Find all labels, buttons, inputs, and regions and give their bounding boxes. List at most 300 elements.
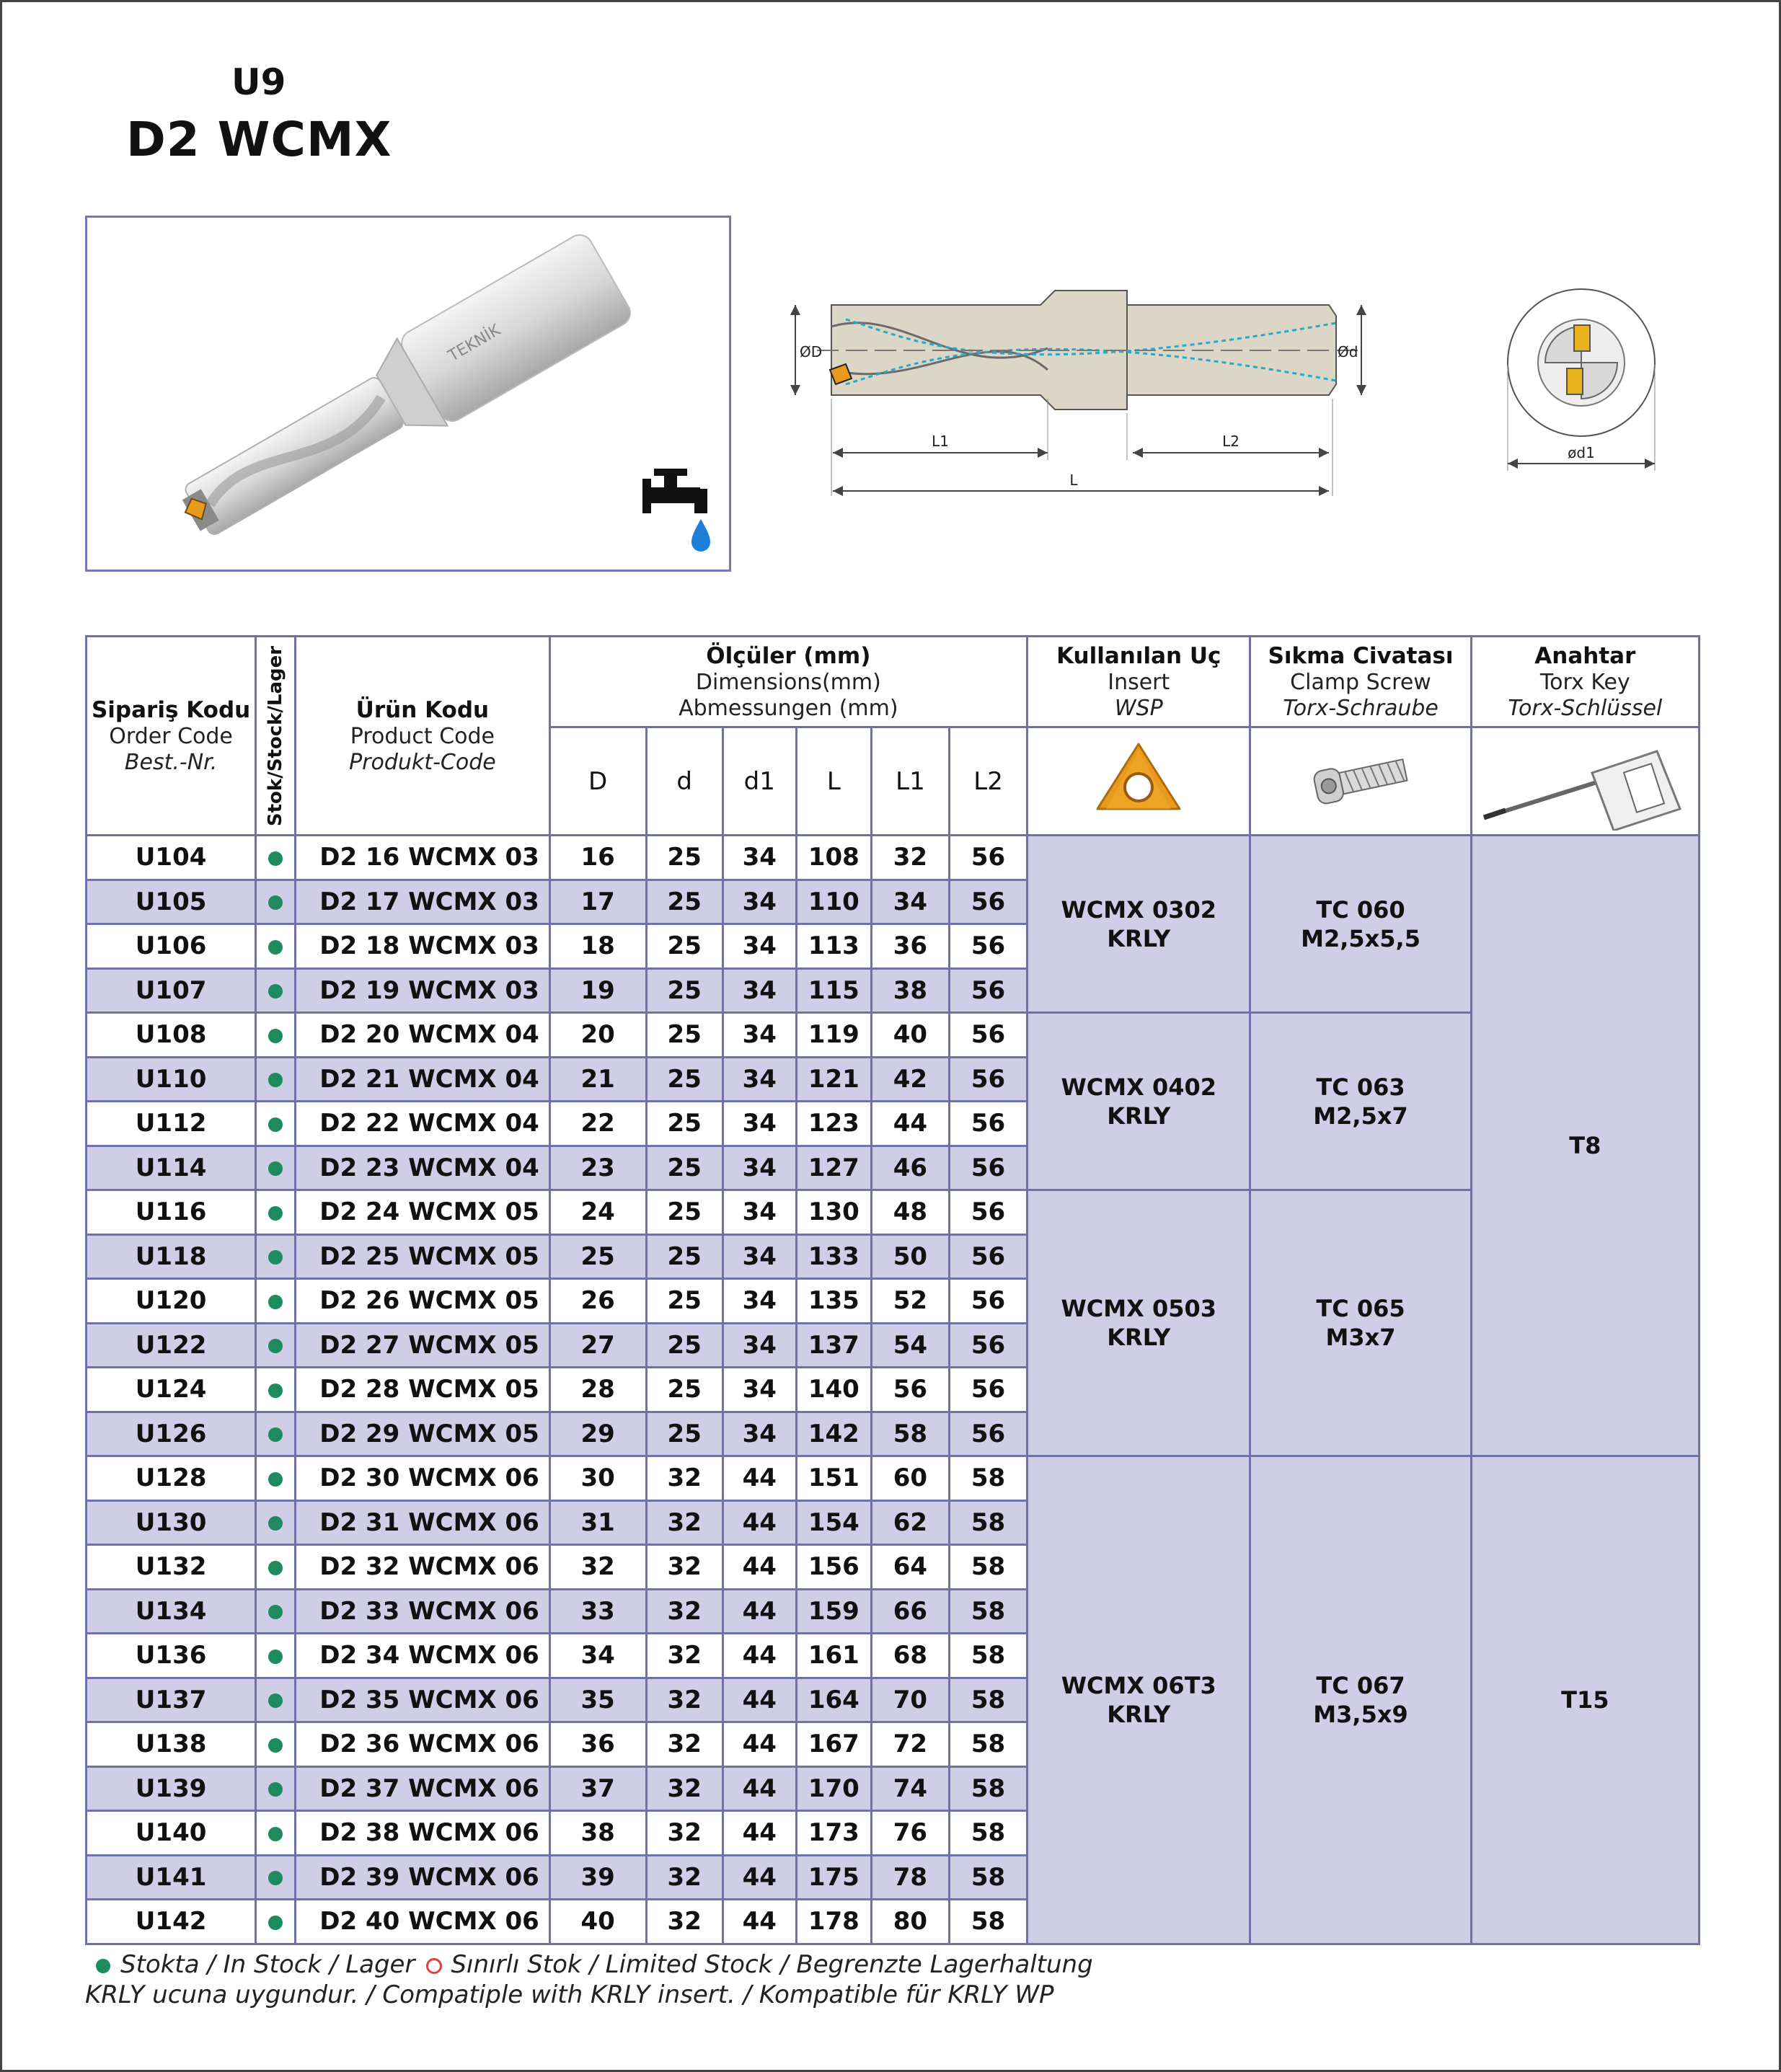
dim-L-cell: 119 bbox=[796, 1013, 871, 1058]
product-code-cell: D2 20 WCMX 04 bbox=[296, 1013, 549, 1058]
insert-group-cell bbox=[1028, 1456, 1250, 1944]
stock-cell bbox=[256, 1678, 296, 1722]
insert-grade: KRLY bbox=[1107, 1700, 1171, 1728]
key-image-cell bbox=[1471, 727, 1699, 836]
dim-L-cell: 142 bbox=[796, 1412, 871, 1456]
dim-d-cell: 25 bbox=[646, 836, 722, 880]
dim-d-cell: 32 bbox=[646, 1722, 722, 1767]
dim-d-cell: 32 bbox=[646, 1500, 722, 1545]
screw-header-tr: Sıkma Civatası bbox=[1268, 642, 1454, 669]
dim-d1-cell: 44 bbox=[722, 1900, 796, 1944]
order-code-header-en: Order Code bbox=[109, 723, 233, 749]
dim-D-cell: 40 bbox=[549, 1900, 646, 1944]
in-stock-dot-icon bbox=[268, 895, 283, 910]
dimensions-header-tr: Ölçüler (mm) bbox=[706, 642, 871, 669]
in-stock-dot-icon bbox=[268, 1427, 283, 1442]
dim-D-cell: 26 bbox=[549, 1279, 646, 1324]
photo-brand-text: TEKNİK bbox=[445, 321, 504, 366]
stock-cell bbox=[256, 1013, 296, 1058]
dim-d-cell: 25 bbox=[646, 1190, 722, 1235]
dim-L1-cell: 40 bbox=[871, 1013, 949, 1058]
in-stock-dot-icon bbox=[268, 1339, 283, 1353]
dim-L1-cell: 70 bbox=[871, 1678, 949, 1722]
dim-d1-cell: 34 bbox=[722, 1102, 796, 1146]
product-code-header-de: Produkt-Code bbox=[349, 749, 496, 775]
order-code-header-de: Best.-Nr. bbox=[124, 749, 218, 775]
dim-D-cell: 38 bbox=[549, 1811, 646, 1856]
dim-d1-cell: 34 bbox=[722, 968, 796, 1013]
dim-d-cell: 32 bbox=[646, 1811, 722, 1856]
dim-D-cell: 20 bbox=[549, 1013, 646, 1058]
product-photo bbox=[85, 216, 731, 572]
in-stock-dot-icon bbox=[96, 1959, 110, 1973]
insert-grade: KRLY bbox=[1107, 1324, 1171, 1351]
stock-cell bbox=[256, 1900, 296, 1944]
dim-L1-cell: 80 bbox=[871, 1900, 949, 1944]
order-code-cell: U110 bbox=[87, 1057, 256, 1102]
insert-header bbox=[1028, 637, 1250, 727]
dimensions-header-en: Dimensions(mm) bbox=[695, 669, 881, 695]
in-stock-dot-icon bbox=[268, 1650, 283, 1664]
label-L1: L1 bbox=[932, 433, 949, 450]
dim-D-cell: 29 bbox=[549, 1412, 646, 1456]
dim-L-cell: 151 bbox=[796, 1456, 871, 1501]
dim-d1-cell: 34 bbox=[722, 1057, 796, 1102]
insert-group-cell bbox=[1028, 1190, 1250, 1456]
dim-D-header: D bbox=[549, 727, 646, 836]
insert-grade: KRLY bbox=[1107, 1102, 1171, 1130]
stock-cell bbox=[256, 836, 296, 880]
insert-group-cell bbox=[1028, 836, 1250, 1013]
dim-d-cell: 25 bbox=[646, 1323, 722, 1368]
in-stock-dot-icon bbox=[268, 1472, 283, 1487]
product-code-cell: D2 30 WCMX 06 bbox=[296, 1456, 549, 1501]
dim-D-cell: 27 bbox=[549, 1323, 646, 1368]
stock-cell bbox=[256, 1456, 296, 1501]
dimensions-header-de: Abmessungen (mm) bbox=[679, 695, 898, 721]
dim-d1-cell: 34 bbox=[722, 1190, 796, 1235]
dim-d-cell: 25 bbox=[646, 968, 722, 1013]
dim-d-cell: 32 bbox=[646, 1545, 722, 1590]
screw-size: M2,5x5,5 bbox=[1301, 924, 1420, 952]
in-stock-dot-icon bbox=[268, 1206, 283, 1221]
dim-L1-header: L1 bbox=[871, 727, 949, 836]
dim-L1-cell: 52 bbox=[871, 1279, 949, 1324]
dim-d1-cell: 44 bbox=[722, 1545, 796, 1590]
order-code-cell: U128 bbox=[87, 1456, 256, 1501]
limited-stock-legend-text: Sınırlı Stok / Limited Stock / Begrenzte Lagerhaltung bbox=[451, 1950, 1093, 1979]
dim-L2-cell: 56 bbox=[949, 1279, 1027, 1324]
dim-D-cell: 28 bbox=[549, 1368, 646, 1412]
product-code-cell: D2 35 WCMX 06 bbox=[296, 1678, 549, 1722]
screw-group-cell bbox=[1250, 1013, 1471, 1190]
order-code-cell: U112 bbox=[87, 1102, 256, 1146]
product-code-cell: D2 19 WCMX 03 bbox=[296, 968, 549, 1013]
dim-d1-cell: 34 bbox=[722, 1234, 796, 1279]
order-code-cell: U136 bbox=[87, 1634, 256, 1678]
dim-L1-cell: 50 bbox=[871, 1234, 949, 1279]
dim-L2-cell: 56 bbox=[949, 1057, 1027, 1102]
order-code-cell: U126 bbox=[87, 1412, 256, 1456]
in-stock-dot-icon bbox=[268, 940, 283, 955]
product-code-header-en: Product Code bbox=[350, 723, 495, 749]
dim-L-cell: 170 bbox=[796, 1766, 871, 1811]
dim-L1-cell: 62 bbox=[871, 1500, 949, 1545]
dim-L2-cell: 56 bbox=[949, 1190, 1027, 1235]
coolant-icon bbox=[642, 469, 710, 552]
stock-cell bbox=[256, 1323, 296, 1368]
dim-d-cell: 25 bbox=[646, 1102, 722, 1146]
dim-L1-cell: 78 bbox=[871, 1855, 949, 1900]
order-code-cell: U124 bbox=[87, 1368, 256, 1412]
order-code-cell: U106 bbox=[87, 924, 256, 969]
in-stock-dot-icon bbox=[268, 1871, 283, 1885]
order-code-cell: U108 bbox=[87, 1013, 256, 1058]
label-L: L bbox=[1069, 471, 1078, 489]
dim-L-cell: 175 bbox=[796, 1855, 871, 1900]
stock-header-label: Stok/Stock/Lager bbox=[265, 645, 287, 826]
dim-L1-cell: 74 bbox=[871, 1766, 949, 1811]
product-code-cell: D2 34 WCMX 06 bbox=[296, 1634, 549, 1678]
product-code-cell: D2 18 WCMX 03 bbox=[296, 924, 549, 969]
product-code-cell: D2 26 WCMX 05 bbox=[296, 1279, 549, 1324]
key-header-en: Torx Key bbox=[1539, 669, 1630, 695]
screw-header-en: Clamp Screw bbox=[1290, 669, 1431, 695]
key-header-de: Torx-Schlüssel bbox=[1508, 695, 1663, 721]
dim-D-cell: 30 bbox=[549, 1456, 646, 1501]
order-code-cell: U142 bbox=[87, 1900, 256, 1944]
product-code-cell: D2 36 WCMX 06 bbox=[296, 1722, 549, 1767]
dim-D-cell: 31 bbox=[549, 1500, 646, 1545]
key-group-cell: T8 bbox=[1471, 836, 1699, 1456]
dim-L-cell: 173 bbox=[796, 1811, 871, 1856]
stock-cell bbox=[256, 1412, 296, 1456]
in-stock-dot-icon bbox=[268, 1916, 283, 1930]
dim-L-cell: 133 bbox=[796, 1234, 871, 1279]
dimensions-header bbox=[549, 637, 1028, 727]
order-code-cell: U139 bbox=[87, 1766, 256, 1811]
insert-code: WCMX 0402 bbox=[1061, 1073, 1216, 1101]
torx-key-icon bbox=[1477, 730, 1693, 831]
table-row bbox=[87, 1456, 1700, 1501]
in-stock-dot-icon bbox=[268, 1827, 283, 1841]
product-code-cell: D2 17 WCMX 03 bbox=[296, 880, 549, 924]
product-code-cell: D2 21 WCMX 04 bbox=[296, 1057, 549, 1102]
product-table bbox=[85, 635, 1700, 1945]
series-title: U9 bbox=[231, 61, 286, 103]
dim-L1-cell: 46 bbox=[871, 1146, 949, 1190]
dim-d-cell: 32 bbox=[646, 1589, 722, 1634]
insert-header-tr: Kullanılan Uç bbox=[1056, 642, 1221, 669]
screw-code: TC 065 bbox=[1316, 1295, 1405, 1322]
order-code-cell: U140 bbox=[87, 1811, 256, 1856]
dim-D-cell: 18 bbox=[549, 924, 646, 969]
order-code-cell: U130 bbox=[87, 1500, 256, 1545]
dim-L2-cell: 58 bbox=[949, 1456, 1027, 1501]
dim-d-cell: 25 bbox=[646, 1412, 722, 1456]
dim-L2-cell: 58 bbox=[949, 1500, 1027, 1545]
product-code-cell: D2 31 WCMX 06 bbox=[296, 1500, 549, 1545]
dim-d1-cell: 44 bbox=[722, 1811, 796, 1856]
dim-L2-cell: 56 bbox=[949, 924, 1027, 969]
product-code-cell: D2 29 WCMX 05 bbox=[296, 1412, 549, 1456]
dim-d-cell: 32 bbox=[646, 1678, 722, 1722]
dim-D-cell: 16 bbox=[549, 836, 646, 880]
dim-d-cell: 32 bbox=[646, 1766, 722, 1811]
in-stock-dot-icon bbox=[268, 1782, 283, 1797]
dim-d1-cell: 44 bbox=[722, 1500, 796, 1545]
screw-image-cell bbox=[1250, 727, 1471, 836]
stock-legend bbox=[96, 1950, 1093, 1979]
dim-L-cell: 110 bbox=[796, 880, 871, 924]
dim-L1-cell: 42 bbox=[871, 1057, 949, 1102]
screw-code: TC 060 bbox=[1316, 895, 1405, 924]
insert-icon bbox=[1092, 737, 1185, 823]
stock-cell bbox=[256, 1190, 296, 1235]
dim-d1-cell: 34 bbox=[722, 1323, 796, 1368]
dim-L-cell: 161 bbox=[796, 1634, 871, 1678]
order-code-cell: U107 bbox=[87, 968, 256, 1013]
dim-L1-cell: 34 bbox=[871, 880, 949, 924]
dim-L-cell: 130 bbox=[796, 1190, 871, 1235]
dim-L-cell: 167 bbox=[796, 1722, 871, 1767]
end-view-drawing bbox=[1502, 283, 1661, 478]
screw-size: M2,5x7 bbox=[1313, 1102, 1408, 1130]
dim-L-cell: 164 bbox=[796, 1678, 871, 1722]
compatibility-note: KRLY ucuna uygundur. / Compatiple with KRLY insert. / Kompatible für KRLY WP bbox=[85, 1980, 1054, 2009]
stock-cell bbox=[256, 1855, 296, 1900]
screw-icon bbox=[1307, 744, 1415, 816]
in-stock-dot-icon bbox=[268, 1516, 283, 1531]
screw-group-cell bbox=[1250, 1190, 1471, 1456]
dim-L1-cell: 76 bbox=[871, 1811, 949, 1856]
dim-L1-cell: 72 bbox=[871, 1722, 949, 1767]
product-code-cell: D2 27 WCMX 05 bbox=[296, 1323, 549, 1368]
label-L2: L2 bbox=[1222, 433, 1239, 450]
dim-d1-cell: 34 bbox=[722, 1412, 796, 1456]
technical-drawing bbox=[774, 276, 1423, 507]
screw-size: M3,5x9 bbox=[1313, 1700, 1408, 1728]
order-code-cell: U132 bbox=[87, 1545, 256, 1590]
dim-L2-cell: 58 bbox=[949, 1589, 1027, 1634]
insert-code: WCMX 0503 bbox=[1061, 1295, 1216, 1322]
dim-D-cell: 24 bbox=[549, 1190, 646, 1235]
stock-cell bbox=[256, 968, 296, 1013]
dim-d-header: d bbox=[646, 727, 722, 836]
dim-L-cell: 113 bbox=[796, 924, 871, 969]
product-code-header bbox=[296, 637, 549, 836]
in-stock-dot-icon bbox=[268, 1029, 283, 1043]
dim-L1-cell: 54 bbox=[871, 1323, 949, 1368]
dim-d1-cell: 44 bbox=[722, 1678, 796, 1722]
dim-L2-cell: 56 bbox=[949, 880, 1027, 924]
dim-L1-cell: 32 bbox=[871, 836, 949, 880]
dim-d-cell: 25 bbox=[646, 880, 722, 924]
stock-cell bbox=[256, 1102, 296, 1146]
insert-header-de: WSP bbox=[1114, 695, 1163, 721]
product-code-cell: D2 28 WCMX 05 bbox=[296, 1368, 549, 1412]
label-d1: ød1 bbox=[1568, 444, 1595, 461]
dim-d-cell: 32 bbox=[646, 1634, 722, 1678]
dim-L2-cell: 56 bbox=[949, 1013, 1027, 1058]
product-code-cell: D2 22 WCMX 04 bbox=[296, 1102, 549, 1146]
product-code-header-tr: Ürün Kodu bbox=[355, 696, 490, 723]
dim-D-cell: 17 bbox=[549, 880, 646, 924]
dim-L2-cell: 58 bbox=[949, 1634, 1027, 1678]
dim-d-cell: 25 bbox=[646, 924, 722, 969]
in-stock-legend-text: Stokta / In Stock / Lager bbox=[120, 1950, 415, 1979]
order-code-cell: U118 bbox=[87, 1234, 256, 1279]
order-code-header bbox=[87, 637, 256, 836]
screw-header bbox=[1250, 637, 1471, 727]
order-code-header-tr: Sipariş Kodu bbox=[91, 696, 251, 723]
dim-L-cell: 108 bbox=[796, 836, 871, 880]
dim-L1-cell: 48 bbox=[871, 1190, 949, 1235]
screw-size: M3x7 bbox=[1325, 1324, 1396, 1351]
order-code-cell: U104 bbox=[87, 836, 256, 880]
order-code-cell: U141 bbox=[87, 1855, 256, 1900]
dim-d-cell: 32 bbox=[646, 1900, 722, 1944]
product-code-cell: D2 33 WCMX 06 bbox=[296, 1589, 549, 1634]
screw-code: TC 067 bbox=[1316, 1671, 1405, 1699]
limited-stock-ring-icon bbox=[426, 1958, 442, 1974]
label-D: ØD bbox=[800, 343, 823, 360]
insert-code: WCMX 06T3 bbox=[1061, 1671, 1216, 1699]
stock-cell bbox=[256, 1279, 296, 1324]
product-code-cell: D2 39 WCMX 06 bbox=[296, 1855, 549, 1900]
product-family-title: D2 WCMX bbox=[126, 112, 392, 167]
stock-cell bbox=[256, 924, 296, 969]
dim-d-cell: 32 bbox=[646, 1855, 722, 1900]
dim-L2-cell: 56 bbox=[949, 1102, 1027, 1146]
in-stock-dot-icon bbox=[268, 1738, 283, 1753]
stock-cell bbox=[256, 1057, 296, 1102]
stock-cell bbox=[256, 880, 296, 924]
order-code-cell: U122 bbox=[87, 1323, 256, 1368]
dim-D-cell: 32 bbox=[549, 1545, 646, 1590]
in-stock-dot-icon bbox=[268, 1161, 283, 1176]
dim-L1-cell: 58 bbox=[871, 1412, 949, 1456]
dim-L2-cell: 58 bbox=[949, 1545, 1027, 1590]
dim-L2-cell: 58 bbox=[949, 1900, 1027, 1944]
dim-L2-header: L2 bbox=[949, 727, 1027, 836]
dim-d1-cell: 34 bbox=[722, 1279, 796, 1324]
product-code-cell: D2 24 WCMX 05 bbox=[296, 1190, 549, 1235]
stock-cell bbox=[256, 1722, 296, 1767]
dim-d-cell: 25 bbox=[646, 1057, 722, 1102]
table-row bbox=[87, 1190, 1700, 1235]
dim-d-cell: 25 bbox=[646, 1234, 722, 1279]
product-code-cell: D2 32 WCMX 06 bbox=[296, 1545, 549, 1590]
dim-d-cell: 25 bbox=[646, 1146, 722, 1190]
dim-L-cell: 123 bbox=[796, 1102, 871, 1146]
insert-group-cell bbox=[1028, 1013, 1250, 1190]
screw-code: TC 063 bbox=[1316, 1073, 1405, 1101]
dim-L1-cell: 66 bbox=[871, 1589, 949, 1634]
order-code-cell: U137 bbox=[87, 1678, 256, 1722]
dim-L2-cell: 56 bbox=[949, 968, 1027, 1013]
in-stock-dot-icon bbox=[268, 1605, 283, 1619]
dim-L-cell: 127 bbox=[796, 1146, 871, 1190]
insert-header-en: Insert bbox=[1108, 669, 1170, 695]
dim-L-cell: 159 bbox=[796, 1589, 871, 1634]
dim-D-cell: 37 bbox=[549, 1766, 646, 1811]
in-stock-dot-icon bbox=[268, 1117, 283, 1132]
dim-L2-cell: 56 bbox=[949, 1323, 1027, 1368]
product-code-cell: D2 38 WCMX 06 bbox=[296, 1811, 549, 1856]
dim-D-cell: 39 bbox=[549, 1855, 646, 1900]
in-stock-dot-icon bbox=[268, 851, 283, 866]
dim-d1-cell: 44 bbox=[722, 1634, 796, 1678]
dim-D-cell: 25 bbox=[549, 1234, 646, 1279]
in-stock-dot-icon bbox=[268, 1383, 283, 1398]
dim-d1-header: d1 bbox=[722, 727, 796, 836]
order-code-cell: U116 bbox=[87, 1190, 256, 1235]
dim-L1-cell: 60 bbox=[871, 1456, 949, 1501]
dim-L-cell: 137 bbox=[796, 1323, 871, 1368]
dim-D-cell: 19 bbox=[549, 968, 646, 1013]
key-header-tr: Anahtar bbox=[1534, 642, 1636, 669]
insert-grade: KRLY bbox=[1107, 924, 1171, 952]
dim-d-cell: 25 bbox=[646, 1368, 722, 1412]
dim-d-cell: 25 bbox=[646, 1013, 722, 1058]
in-stock-dot-icon bbox=[268, 984, 283, 999]
key-group-cell: T15 bbox=[1471, 1456, 1699, 1944]
stock-cell bbox=[256, 1811, 296, 1856]
screw-group-cell bbox=[1250, 836, 1471, 1013]
dim-D-cell: 35 bbox=[549, 1678, 646, 1722]
dim-L1-cell: 38 bbox=[871, 968, 949, 1013]
in-stock-dot-icon bbox=[268, 1073, 283, 1087]
stock-cell bbox=[256, 1368, 296, 1412]
product-code-cell: D2 37 WCMX 06 bbox=[296, 1766, 549, 1811]
dim-L2-cell: 58 bbox=[949, 1855, 1027, 1900]
dim-D-cell: 21 bbox=[549, 1057, 646, 1102]
order-code-cell: U114 bbox=[87, 1146, 256, 1190]
key-header bbox=[1471, 637, 1699, 727]
product-code-cell: D2 25 WCMX 05 bbox=[296, 1234, 549, 1279]
dim-L1-cell: 44 bbox=[871, 1102, 949, 1146]
product-code-cell: D2 23 WCMX 04 bbox=[296, 1146, 549, 1190]
dim-L2-cell: 58 bbox=[949, 1811, 1027, 1856]
product-code-cell: D2 16 WCMX 03 bbox=[296, 836, 549, 880]
dim-L1-cell: 64 bbox=[871, 1545, 949, 1590]
dim-L-cell: 178 bbox=[796, 1900, 871, 1944]
stock-cell bbox=[256, 1234, 296, 1279]
dim-d-cell: 25 bbox=[646, 1279, 722, 1324]
dim-L-header: L bbox=[796, 727, 871, 836]
dim-d1-cell: 44 bbox=[722, 1456, 796, 1501]
product-code-cell: D2 40 WCMX 06 bbox=[296, 1900, 549, 1944]
order-code-cell: U120 bbox=[87, 1279, 256, 1324]
dim-d-cell: 32 bbox=[646, 1456, 722, 1501]
dim-L-cell: 115 bbox=[796, 968, 871, 1013]
screw-group-cell bbox=[1250, 1456, 1471, 1944]
order-code-cell: U105 bbox=[87, 880, 256, 924]
dim-L1-cell: 68 bbox=[871, 1634, 949, 1678]
dim-L1-cell: 36 bbox=[871, 924, 949, 969]
in-stock-dot-icon bbox=[268, 1561, 283, 1575]
stock-cell bbox=[256, 1146, 296, 1190]
dim-L-cell: 121 bbox=[796, 1057, 871, 1102]
stock-cell bbox=[256, 1500, 296, 1545]
table-row bbox=[87, 836, 1700, 880]
in-stock-dot-icon bbox=[268, 1694, 283, 1708]
dim-d1-cell: 34 bbox=[722, 836, 796, 880]
dim-D-cell: 33 bbox=[549, 1589, 646, 1634]
dim-L-cell: 140 bbox=[796, 1368, 871, 1412]
order-code-cell: U134 bbox=[87, 1589, 256, 1634]
